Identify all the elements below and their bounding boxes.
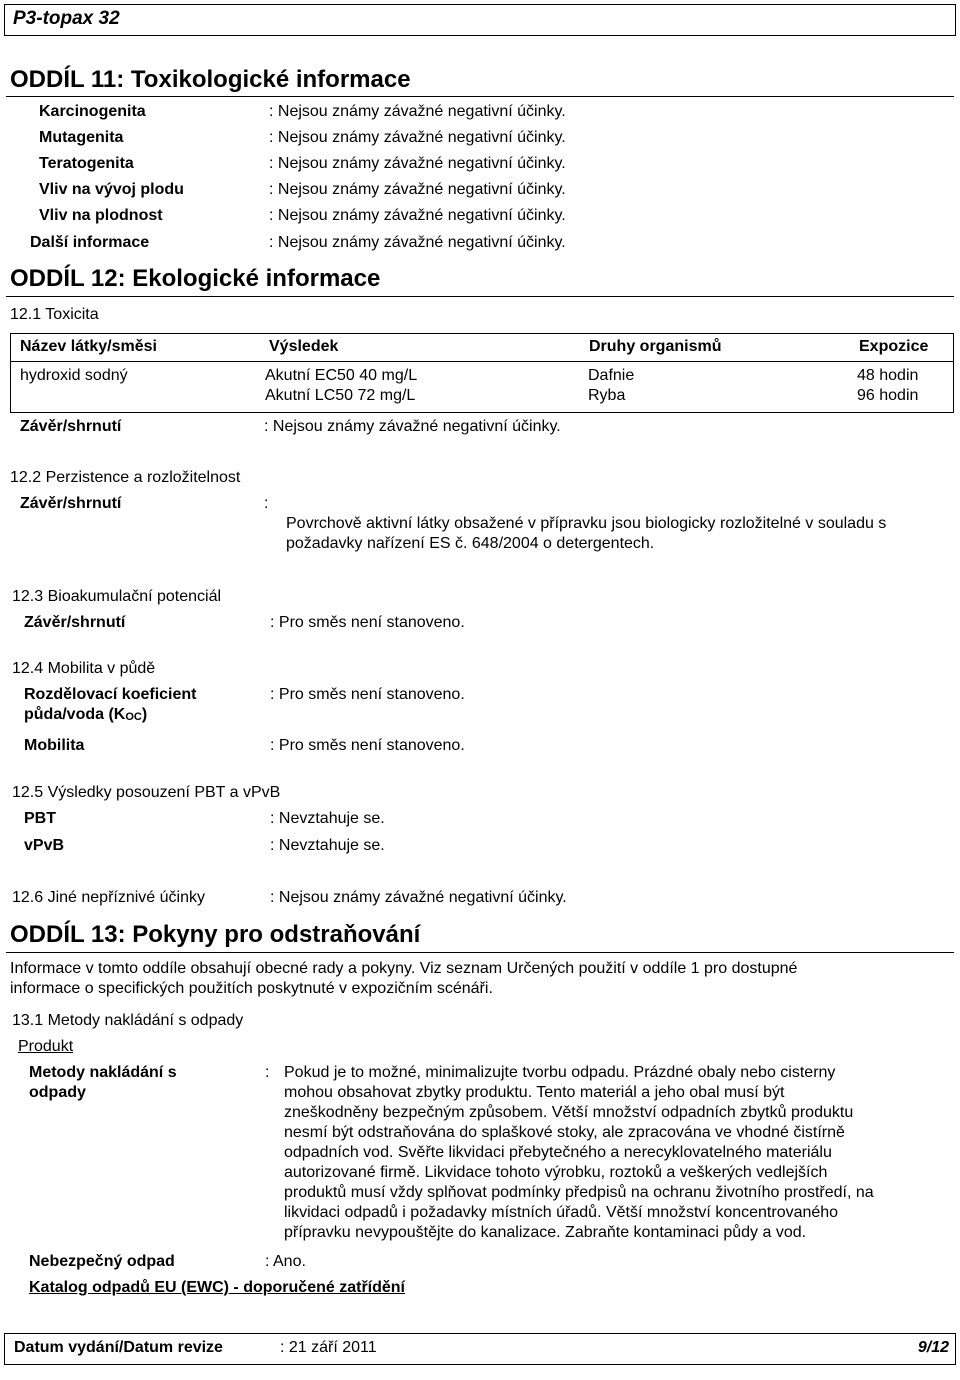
col-species: Druhy organismů: [589, 338, 722, 355]
disposal-intro-line2: informace o specifických použitích poskytnuté v expozičním scénáři.: [10, 980, 493, 997]
section-12-rule: [6, 296, 954, 297]
col-substance: Název látky/směsi: [20, 338, 157, 355]
disposal-line-5: odpadních vod. Svěřte likvidaci přebytečného a nerecyklovatelného materiálu: [284, 1144, 832, 1161]
disposal-line-6: autorizované firmě. Likvidace tohoto výrobku, roztoků a veškerých vedlejších: [284, 1164, 828, 1181]
persistence-label: Závěr/shrnutí: [20, 495, 122, 512]
teratogenicity-value: : Nejsou známy závažné negativní účinky.: [269, 155, 566, 172]
koc-subscript: OC: [125, 711, 142, 723]
section-11-title: ODDÍL 11: Toxikologické informace: [10, 66, 411, 93]
development-label: Vliv na vývoj plodu: [39, 181, 184, 198]
disposal-methods-label-line1: Metody nakládání s: [29, 1064, 177, 1081]
revision-date-label: Datum vydání/Datum revize: [14, 1339, 223, 1356]
bioaccumulation-value: : Pro směs není stanoveno.: [270, 614, 465, 631]
document-title: P3-topax 32: [13, 8, 120, 29]
mobility-heading: 12.4 Mobilita v půdě: [12, 660, 156, 677]
vpvb-value: : Nevztahuje se.: [270, 837, 385, 854]
toxicity-table-header: [11, 334, 953, 362]
other-effects-heading: 12.6 Jiné nepříznivé účinky: [12, 889, 205, 906]
disposal-line-9: přípravku nevypouštějte do kanalizace. Zabraňte kontaminaci půdy a vod.: [284, 1224, 807, 1241]
bioaccumulation-label: Závěr/shrnutí: [24, 614, 126, 631]
disposal-intro-line1: Informace v tomto oddíle obsahují obecné rady a pokyny. Viz seznam Určených použití v oddíle 1 pro dostupné: [10, 960, 798, 977]
disposal-line-2: mohou obsahovat zbytky produktu. Tento materiál a jeho obal musí být: [284, 1084, 785, 1101]
other-info-value: : Nejsou známy závažné negativní účinky.: [269, 234, 566, 251]
ewc-catalog-label: Katalog odpadů EU (EWC) - doporučené zatřídění: [29, 1279, 405, 1296]
pbt-value: : Nevztahuje se.: [270, 810, 385, 827]
disposal-methods-label-line2: odpady: [29, 1084, 86, 1101]
pbt-label: PBT: [24, 810, 56, 827]
disposal-line-8: likvidaci odpadů i požadavky místních úřadů. Větší množství koncentrovaného: [284, 1204, 839, 1221]
section-13-rule: [6, 952, 954, 953]
koc-label-line2-pre: půda/voda (K: [24, 706, 126, 723]
result-ec50: Akutní EC50 40 mg/L: [265, 367, 418, 384]
section-11-rule: [6, 96, 954, 97]
species-daphnia: Dafnie: [588, 367, 635, 384]
page-number: 9/12: [917, 1339, 949, 1356]
persistence-heading: 12.2 Perzistence a rozložitelnost: [10, 469, 241, 486]
bioaccumulation-heading: 12.3 Bioakumulační potenciál: [12, 588, 222, 605]
hazardous-waste-value: : Ano.: [265, 1253, 306, 1270]
persistence-colon: :: [264, 495, 269, 512]
hazardous-waste-label: Nebezpečný odpad: [29, 1253, 175, 1270]
koc-label-line2-post: ): [141, 706, 148, 723]
document-footer: [4, 1333, 956, 1365]
koc-value: : Pro směs není stanoveno.: [270, 686, 465, 703]
col-exposure: Expozice: [859, 338, 929, 355]
toxicity-conclusion-label: Závěr/shrnutí: [20, 418, 122, 435]
species-fish: Ryba: [588, 387, 626, 404]
revision-date-value: : 21 září 2011: [280, 1339, 377, 1356]
toxicity-conclusion-value: : Nejsou známy závažné negativní účinky.: [264, 418, 561, 435]
section-13-title: ODDÍL 13: Pokyny pro odstraňování: [10, 921, 421, 948]
col-result: Výsledek: [269, 338, 339, 355]
product-label: Produkt: [18, 1038, 74, 1055]
pbt-heading: 12.5 Výsledky posouzení PBT a vPvB: [12, 784, 281, 801]
vpvb-label: vPvB: [24, 837, 65, 854]
carcinogenicity-label: Karcinogenita: [39, 103, 146, 120]
result-lc50: Akutní LC50 72 mg/L: [265, 387, 416, 404]
mutagenicity-value: : Nejsou známy závažné negativní účinky.: [269, 129, 566, 146]
carcinogenicity-value: : Nejsou známy závažné negativní účinky.: [269, 103, 566, 120]
disposal-line-4: nesmí být odstraňována do splaškové stoky, ale zpracována ve vhodné čistírně: [284, 1124, 845, 1141]
koc-label-line2: [24, 706, 147, 724]
persistence-text-line1: Povrchově aktivní látky obsažené v přípravku jsou biologicky rozložitelné v souladu s: [286, 515, 887, 532]
document-header: [4, 4, 956, 36]
disposal-line-3: zneškodněny bezpečným způsobem. Větší množství odpadních zbytků produktu: [284, 1104, 854, 1121]
toxicity-table: [10, 333, 954, 413]
koc-label-line1: Rozdělovací koeficient: [24, 686, 197, 703]
disposal-line-1: Pokud je to možné, minimalizujte tvorbu odpadu. Prázdné obaly nebo cisterny: [284, 1064, 836, 1081]
other-info-label: Další informace: [30, 234, 150, 251]
exposure-96h: 96 hodin: [857, 387, 919, 404]
mutagenicity-label: Mutagenita: [39, 129, 124, 146]
toxicity-heading: 12.1 Toxicita: [10, 306, 99, 323]
disposal-line-7: produktů musí vždy splňovat podmínky předpisů na ochranu životního prostředí, na: [284, 1184, 874, 1201]
fertility-value: : Nejsou známy závažné negativní účinky.: [269, 207, 566, 224]
disposal-methods-heading: 13.1 Metody nakládání s odpady: [12, 1012, 244, 1029]
section-12-title: ODDÍL 12: Ekologické informace: [10, 265, 381, 292]
other-effects-value: : Nejsou známy závažné negativní účinky.: [270, 889, 567, 906]
persistence-text-line2: požadavky nařízení ES č. 648/2004 o detergentech.: [286, 535, 655, 552]
development-value: : Nejsou známy závažné negativní účinky.: [269, 181, 566, 198]
disposal-methods-colon: :: [265, 1064, 270, 1081]
mobility-label: Mobilita: [24, 737, 85, 754]
exposure-48h: 48 hodin: [857, 367, 919, 384]
teratogenicity-label: Teratogenita: [39, 155, 134, 172]
fertility-label: Vliv na plodnost: [39, 207, 163, 224]
mobility-value: : Pro směs není stanoveno.: [270, 737, 465, 754]
substance-name: hydroxid sodný: [20, 367, 128, 384]
